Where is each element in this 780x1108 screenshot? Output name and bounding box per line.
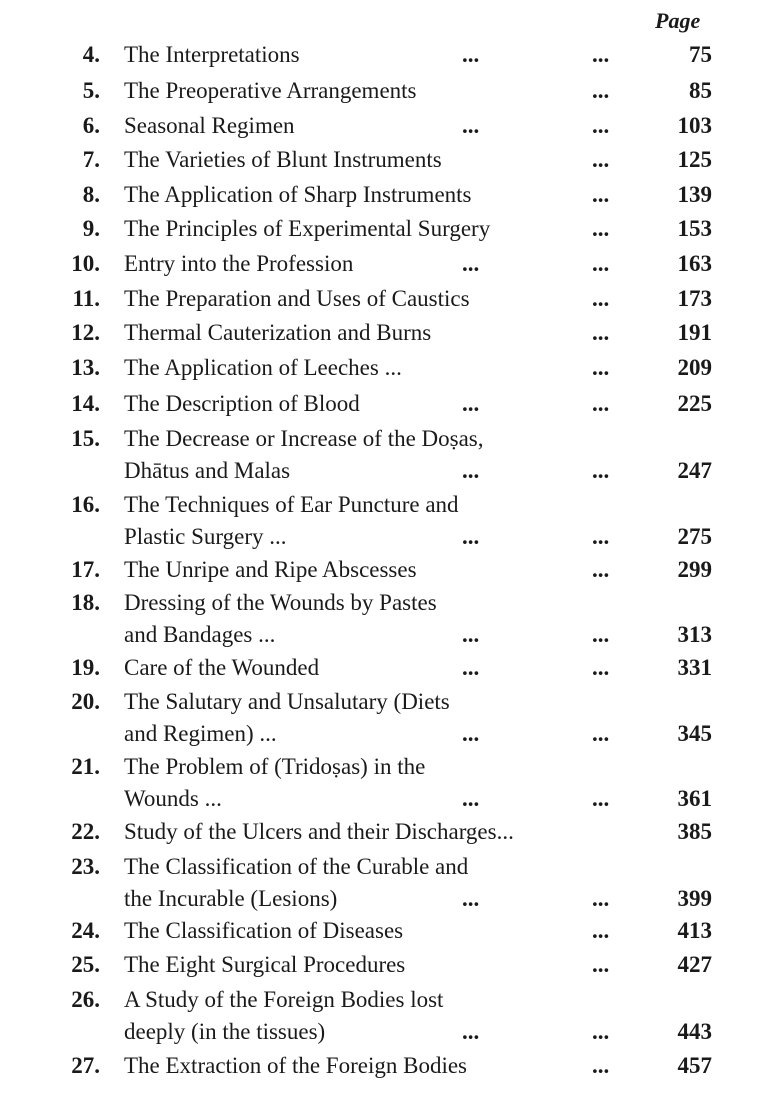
page-number: 173 xyxy=(677,286,712,311)
page-number: 139 xyxy=(677,182,712,207)
leader-dots: ... xyxy=(592,78,610,103)
page-column-label: Page xyxy=(655,8,701,33)
chapter-title: The Classification of the Curable and xyxy=(124,854,469,879)
chapter-title: The Classification of Diseases xyxy=(124,918,404,943)
chapter-title-continued: Dhātus and Malas xyxy=(124,458,291,483)
chapter-number: 23. xyxy=(71,854,100,879)
leader-dots: ... xyxy=(592,952,610,977)
chapter-title: The Decrease or Increase of the Doṣas, xyxy=(124,426,484,451)
chapter-title-continued: deeply (in the tissues) xyxy=(124,1019,326,1044)
page-number: 247 xyxy=(677,458,712,483)
leader-dots: ... xyxy=(592,524,610,549)
page-number: 345 xyxy=(677,721,712,746)
chapter-number: 15. xyxy=(71,426,100,451)
page-number: 103 xyxy=(677,113,712,138)
chapter-title: The Description of Blood xyxy=(124,391,360,416)
chapter-number: 9. xyxy=(82,216,100,241)
leader-dots: ... xyxy=(462,524,480,549)
page-number: 313 xyxy=(677,622,712,647)
page-number: 427 xyxy=(677,952,712,977)
chapter-number: 7. xyxy=(82,147,100,172)
chapter-number: 4. xyxy=(82,42,100,67)
leader-dots: ... xyxy=(462,42,480,67)
chapter-number: 12. xyxy=(71,320,100,345)
leader-dots: ... xyxy=(462,251,480,276)
chapter-number: 16. xyxy=(71,492,100,517)
chapter-title: A Study of the Foreign Bodies lost xyxy=(124,987,444,1012)
chapter-title-continued: and Regimen) ... xyxy=(124,721,277,746)
chapter-title-continued: Plastic Surgery ... xyxy=(124,524,287,549)
chapter-title: Seasonal Regimen xyxy=(124,113,295,138)
page-number: 361 xyxy=(677,786,712,811)
chapter-title: The Unripe and Ripe Abscesses xyxy=(124,557,417,582)
leader-dots: ... xyxy=(592,622,610,647)
chapter-title: The Application of Sharp Instruments xyxy=(124,182,472,207)
chapter-number: 14. xyxy=(71,391,100,416)
chapter-number: 17. xyxy=(71,557,100,582)
leader-dots: ... xyxy=(592,655,610,680)
leader-dots: ... xyxy=(462,113,480,138)
chapter-number: 8. xyxy=(82,182,100,207)
page-number: 457 xyxy=(677,1053,712,1078)
chapter-title: Thermal Cauterization and Burns xyxy=(124,320,432,345)
chapter-title: The Eight Surgical Procedures xyxy=(124,952,406,977)
leader-dots: ... xyxy=(462,1019,480,1044)
chapter-title: The Extraction of the Foreign Bodies xyxy=(124,1053,468,1078)
page-number: 299 xyxy=(677,557,712,582)
chapter-number: 27. xyxy=(71,1053,100,1078)
chapter-number: 18. xyxy=(71,590,100,615)
leader-dots: ... xyxy=(592,918,610,943)
chapter-title-continued: the Incurable (Lesions) xyxy=(124,886,338,911)
page-number: 125 xyxy=(677,147,712,172)
chapter-title: The Techniques of Ear Puncture and xyxy=(124,492,459,517)
page-number: 331 xyxy=(677,655,712,680)
chapter-title: The Interpretations xyxy=(124,42,300,67)
leader-dots: ... xyxy=(592,886,610,911)
leader-dots: ... xyxy=(592,1019,610,1044)
chapter-number: 11. xyxy=(72,286,100,311)
chapter-title: The Preoperative Arrangements xyxy=(124,78,417,103)
chapter-number: 6. xyxy=(82,113,100,138)
page-number: 209 xyxy=(677,355,712,380)
chapter-title: Care of the Wounded xyxy=(124,655,320,680)
leader-dots: ... xyxy=(592,557,610,582)
leader-dots: ... xyxy=(592,286,610,311)
leader-dots: ... xyxy=(592,113,610,138)
page-number: 443 xyxy=(677,1019,712,1044)
chapter-title: The Preparation and Uses of Caustics xyxy=(124,286,470,311)
leader-dots: ... xyxy=(592,1053,610,1078)
leader-dots: ... xyxy=(462,655,480,680)
page-number: 153 xyxy=(677,216,712,241)
chapter-number: 22. xyxy=(71,819,100,844)
leader-dots: ... xyxy=(592,391,610,416)
leader-dots: ... xyxy=(592,42,610,67)
leader-dots: ... xyxy=(462,458,480,483)
chapter-title: The Principles of Experimental Surgery xyxy=(124,216,491,241)
leader-dots: ... xyxy=(592,320,610,345)
page-number: 85 xyxy=(689,78,712,103)
page-number: 413 xyxy=(677,918,712,943)
page-number: 275 xyxy=(677,524,712,549)
chapter-title: The Salutary and Unsalutary (Diets xyxy=(124,689,450,714)
leader-dots: ... xyxy=(592,147,610,172)
chapter-number: 20. xyxy=(71,689,100,714)
leader-dots: ... xyxy=(592,721,610,746)
chapter-number: 10. xyxy=(71,251,100,276)
leader-dots: ... xyxy=(592,182,610,207)
chapter-title: The Problem of (Tridoṣas) in the xyxy=(124,754,426,779)
chapter-title-continued: Wounds ... xyxy=(124,786,222,811)
chapter-number: 5. xyxy=(82,78,100,103)
leader-dots: ... xyxy=(462,721,480,746)
page-number: 163 xyxy=(677,251,712,276)
page-number: 385 xyxy=(677,819,712,844)
page-number: 399 xyxy=(677,886,712,911)
leader-dots: ... xyxy=(462,786,480,811)
page-number: 75 xyxy=(689,42,712,67)
leader-dots: ... xyxy=(592,458,610,483)
leader-dots: ... xyxy=(592,786,610,811)
leader-dots: ... xyxy=(462,886,480,911)
chapter-number: 25. xyxy=(71,952,100,977)
leader-dots: ... xyxy=(462,622,480,647)
chapter-number: 19. xyxy=(71,655,100,680)
chapter-title: Study of the Ulcers and their Discharges... xyxy=(124,819,514,844)
leader-dots: ... xyxy=(592,216,610,241)
page-number: 225 xyxy=(677,391,712,416)
chapter-number: 26. xyxy=(71,987,100,1012)
chapter-number: 13. xyxy=(71,355,100,380)
chapter-title: The Application of Leeches ... xyxy=(124,355,402,380)
chapter-number: 24. xyxy=(71,918,100,943)
leader-dots: ... xyxy=(592,251,610,276)
chapter-title: Entry into the Profession xyxy=(124,251,354,276)
page-number: 191 xyxy=(677,320,712,345)
leader-dots: ... xyxy=(462,391,480,416)
chapter-title: The Varieties of Blunt Instruments xyxy=(124,147,442,172)
chapter-title: Dressing of the Wounds by Pastes xyxy=(124,590,437,615)
chapter-number: 21. xyxy=(71,754,100,779)
chapter-title-continued: and Bandages ... xyxy=(124,622,276,647)
leader-dots: ... xyxy=(592,355,610,380)
